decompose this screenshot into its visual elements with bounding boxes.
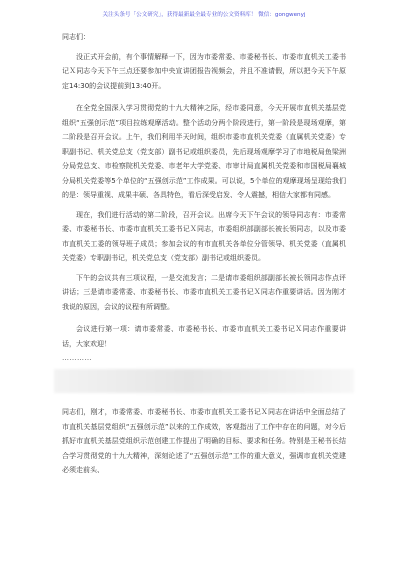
salutation: 同志们：: [62, 33, 90, 41]
document-body: [62, 22, 346, 478]
paragraph-4: 下午的会议共有三项议程，一是交流发言；二是请市委组织部副部长被长领同志作点评讲话；三是请市委常委、市委秘书长、市委市直机关工委书记Ｘ同志作重要讲话。因为刚才我说的原因，会议的议程有所调整。: [62, 273, 346, 311]
paragraph-1: 没正式开会前，有个事情解释一下，因为市委常委、市委秘书长、市委市直机关工委书记Ｘ同志今天下午三点还要参加中央宣讲团报告视频会，并且不准请假，所以把今天下午原定14:30的会议提前到13:40开。: [62, 52, 346, 90]
paragraph-6: 同志们，刚才，市委常委、市委秘书长、市委市直机关工委书记Ｘ同志在讲话中全面总结了市直机关基层党组织“五强创示范”以来的工作成效，客观指出了工作中存在的问题，对今后抓好市直机关基层党组织示范创建工作提出了明确的目标、要求和任务。特别是王秘书长结合学习贯彻党的十九大精神，深刻论述了“五强创示范”工作的重大意义，强调市直机关党建必须走前头、: [62, 408, 346, 474]
top-banner[interactable]: 关注头条号「公文研究」，获得最新最全最专业的公文资料库！ 微信：gongwenyj: [102, 12, 306, 18]
blurred-region: [54, 369, 354, 393]
paragraph-5: 会议进行第一项：请市委常委、市委秘书长、市委市直机关工委书记Ｘ同志作重要讲话，大家欢迎！: [62, 325, 346, 348]
paragraph-2: 在全党全国深入学习贯彻党的十九大精神之际，经市委同意，今天开展市直机关基层党组织“五强创示范”项目拉练观摩活动。整个活动分两个阶段进行，第一阶段是现场观摩，第二阶段是召开会议。上午，我们利用半天时间，组织市委市直机关党委（直属机关党委）专职副书记、机关党总支（党支部）副书记或组织委员，先后现场观摩学习了市地税局鱼梁洲分局党总支、市检察院机关党委、市老年大学党委、市审计局直属机关党委和市国税局襄城分局机关党委等5个单位的“五强创示范”工作成果。可以说，5个单位的观摩现场呈现给我们的是：领导重视、成果丰硕、各具特色，看后深受启发、令人震撼，相信大家都有同感。: [62, 104, 346, 199]
paragraph-3: 现在，我们进行活动的第二阶段，召开会议。出席今天下午会议的领导同志有：市委常委、市委秘书长、市委市直机关工委书记Ｘ同志，市委组织部副部长被长领同志，以及市委市直机关工委的领导班子成员；参加会议的有市直机关各单位分管领导、机关党委（直属机关党委）专职副书记，机关党总支（党支部）副书记或组织委员。: [62, 210, 346, 262]
section-separator: …………: [62, 354, 92, 362]
